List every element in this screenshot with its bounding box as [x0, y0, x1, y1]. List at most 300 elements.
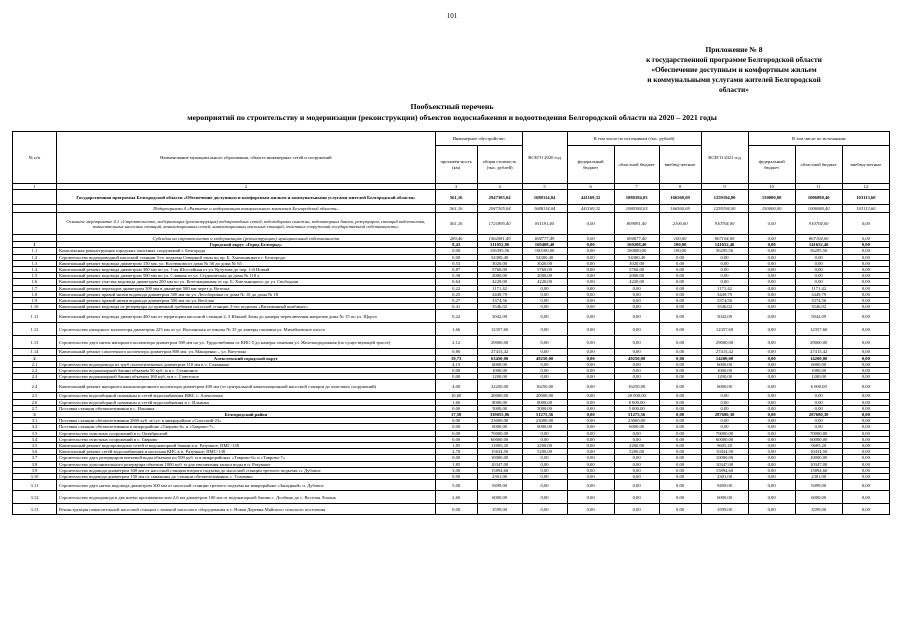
value-cell: 10347,00 [701, 461, 748, 467]
value-cell: 0,00 [795, 279, 842, 285]
row-number: 3.2 [13, 424, 57, 430]
value-cell: 51275,56 [614, 412, 659, 418]
value-cell: 5760,00 [522, 267, 567, 273]
value-cell: 169408,40 [522, 242, 567, 248]
table-row [13, 323, 890, 336]
object-name: Капитальный ремонт правой нитки водовода диаметром 500 мм по ул. Лесоборовка от дома № 10 до дома № 18 [56, 291, 435, 297]
value-cell: 0,00 [614, 298, 659, 304]
value-cell: 1006080,40 [795, 205, 842, 213]
value-cell: 0,00 [435, 430, 477, 436]
value-cell: 8 000,00 [614, 399, 659, 405]
value-cell: 0,00 [748, 355, 795, 361]
value-cell: 0,00 [659, 504, 701, 515]
value-cell: 0,38 [435, 273, 477, 279]
value-cell: 0,00 [748, 399, 795, 405]
value-cell: 1259194,00 [701, 205, 748, 213]
column-number: 1 [13, 184, 57, 190]
row-number: 1 [13, 242, 57, 248]
value-cell: 1200,00 [795, 374, 842, 380]
value-cell: 1000,00 [795, 368, 842, 374]
value-cell: 0,00 [567, 418, 614, 424]
value-cell: 0,00 [659, 298, 701, 304]
value-cell: 0,00 [748, 336, 795, 349]
value-cell: 0,00 [659, 260, 701, 266]
row-number: 3.7 [13, 455, 57, 461]
row-number [13, 190, 57, 205]
value-cell: 0,00 [522, 430, 567, 436]
value-cell: 10434,50 [701, 449, 748, 455]
value-cell: 0,00 [701, 273, 748, 279]
value-cell: 1562081,49 [477, 235, 522, 242]
value-cell: 0,00 [701, 405, 748, 411]
row-number: 1.4 [13, 267, 57, 273]
column-number: 4 [477, 184, 522, 190]
subprogram-row [13, 205, 890, 213]
value-cell: 100100,00 [522, 248, 567, 254]
value-cell: 6000,00 [795, 361, 842, 367]
value-cell: 0,00 [522, 291, 567, 297]
value-cell: 0,00 [748, 504, 795, 515]
value-cell: 3020,00 [522, 260, 567, 266]
value-cell: 0,00 [748, 474, 795, 480]
value-cell: 0,90 [435, 474, 477, 480]
value-cell: 0,00 [748, 310, 795, 323]
value-cell: 6000,00 [795, 491, 842, 504]
value-cell: 561,16 [435, 213, 477, 235]
value-cell: 3374,56 [701, 298, 748, 304]
title-line: Пообъектный перечень [410, 102, 494, 111]
value-cell: 0,00 [842, 291, 889, 297]
value-cell: 103113,60 [842, 190, 889, 205]
value-cell: 100,00 [659, 235, 701, 242]
object-name: Капитальный ремонт правой нитки водовода диаметром 500 мм по ул. Весёлая [56, 298, 435, 304]
value-cell: 0,00 [567, 349, 614, 355]
value-cell: 1006080,40 [795, 190, 842, 205]
value-cell: 10000,00 [701, 455, 748, 461]
column-number: 5 [522, 184, 567, 190]
header-engineering: Инженерное обустройство [435, 132, 522, 146]
value-cell: 12357,60 [701, 323, 748, 336]
value-cell: 0,00 [567, 291, 614, 297]
row-number: 3.6 [13, 449, 57, 455]
value-cell: 0,00 [435, 424, 477, 430]
column-number: 7 [614, 184, 659, 190]
value-cell: 311052,86 [477, 242, 522, 248]
header-cost: общая стоимость (тыс. рублей) [477, 146, 522, 184]
value-cell: 6000,00 [701, 491, 748, 504]
value-cell: 4,00 [435, 380, 477, 393]
value-cell: 14200,00 [701, 355, 748, 361]
value-cell: 0,00 [614, 461, 659, 467]
value-cell: 694677,40 [614, 235, 659, 242]
value-cell: 12357,60 [795, 323, 842, 336]
header-extra-2021: внебюд-жетные [842, 146, 889, 184]
row-number: 1.7 [13, 285, 57, 291]
value-cell: 166560,69 [659, 190, 701, 205]
column-number: 12 [842, 184, 889, 190]
value-cell: 4220,00 [477, 279, 522, 285]
value-cell: 0,00 [842, 393, 889, 399]
row-number: 2.4 [13, 380, 57, 393]
value-cell: 0,00 [659, 254, 701, 260]
value-cell: 0,00 [567, 254, 614, 260]
value-cell: 1000,00 [701, 368, 748, 374]
value-cell: 0,00 [659, 374, 701, 380]
value-cell: 0,00 [842, 213, 889, 235]
value-cell: 0,00 [842, 267, 889, 273]
value-cell: 0,00 [614, 336, 659, 349]
value-cell: 0,00 [842, 260, 889, 266]
value-cell: 0,00 [842, 467, 889, 473]
object-name: Городской округ «Город Белгород» [56, 242, 435, 248]
value-cell: 0,00 [842, 349, 889, 355]
value-cell: 2000,00 [477, 273, 522, 279]
value-cell: 0,00 [842, 285, 889, 291]
value-cell: 0,00 [748, 412, 795, 418]
row-number: 3.5 [13, 443, 57, 449]
value-cell: 0,00 [748, 285, 795, 291]
value-cell: 63450,00 [477, 355, 522, 361]
object-name: Поставка станции обезжелезивания в с. Ильинка [56, 405, 435, 411]
value-cell: 280,46 [435, 235, 477, 242]
value-cell: 3042,09 [477, 310, 522, 323]
row-number: 2.7 [13, 405, 57, 411]
value-cell: 1200,00 [701, 374, 748, 380]
value-cell: 0,00 [522, 361, 567, 367]
table-body [13, 190, 890, 515]
value-cell: 0,00 [567, 480, 614, 491]
value-cell: 0,00 [567, 260, 614, 266]
object-name: Строительство очистных сооружений в п. Октябрьский [56, 430, 435, 436]
row-number: 2.5 [13, 393, 57, 399]
value-cell: 0,00 [748, 374, 795, 380]
value-cell: 5042,09 [701, 310, 748, 323]
row-number: 2.3 [13, 374, 57, 380]
value-cell: 0,00 [748, 443, 795, 449]
row-number: 2 [13, 355, 57, 361]
value-cell: 0,00 [567, 436, 614, 442]
value-cell: 0,00 [795, 393, 842, 399]
row-number: 1.11 [13, 310, 57, 323]
value-cell: 23000,00 [614, 418, 659, 424]
object-name: Реконструкция повысительной насосной станции с заменой насосного оборудования в с. Новая Деревня Майского сельского поселения [56, 504, 435, 515]
value-cell: 6000,00 [477, 361, 522, 367]
value-cell: 0,00 [567, 285, 614, 291]
value-cell: 5000,00 [477, 405, 522, 411]
value-cell: 0,00 [659, 267, 701, 273]
value-cell: 0,00 [659, 336, 701, 349]
value-cell: 5200,00 [614, 449, 659, 455]
value-cell: 1171,42 [477, 285, 522, 291]
value-cell: 49250,00 [614, 355, 659, 361]
value-cell: 0,00 [659, 279, 701, 285]
row-number: 3.11 [13, 480, 57, 491]
object-name: Поставка станции обезжелезивания в микрорайоне «Таврово-6» и «Таврово-7» [56, 424, 435, 430]
value-cell: 27415,42 [477, 349, 522, 355]
column-number: 2 [56, 184, 435, 190]
value-cell: 2,78 [435, 449, 477, 455]
value-cell: 0,00 [748, 248, 795, 254]
value-cell: 3599,00 [795, 504, 842, 515]
value-cell: 29000,00 [701, 336, 748, 349]
object-name: Строительство водонапорной башни объемом 160 куб. м в с. Советское [56, 374, 435, 380]
table-row [13, 480, 890, 491]
value-cell: 10000,00 [477, 455, 522, 461]
value-cell: 0,00 [659, 323, 701, 336]
value-cell: 2100,00 [659, 213, 701, 235]
value-cell: 56295,56 [795, 248, 842, 254]
value-cell: 0,00 [842, 304, 889, 310]
value-cell: 0,00 [795, 405, 842, 411]
value-cell: 23000,00 [477, 418, 522, 424]
value-cell: 561,16 [435, 190, 477, 205]
table-row [13, 504, 890, 515]
value-cell: 0,00 [748, 235, 795, 242]
value-cell: 0,00 [435, 405, 477, 411]
value-cell: 29000,00 [795, 336, 842, 349]
value-cell: 0,00 [795, 273, 842, 279]
value-cell: 0,00 [842, 399, 889, 405]
value-cell: 0,00 [567, 235, 614, 242]
value-cell: 0,00 [522, 368, 567, 374]
object-name: Строительство водовода диаметром 150 мм от скважины до станции обезжелезивания, с. Головино [56, 474, 435, 480]
value-cell: 0,00 [795, 254, 842, 260]
value-cell: 0,00 [795, 399, 842, 405]
value-cell: 54300,40 [477, 254, 522, 260]
value-cell: 5 000,00 [614, 405, 659, 411]
value-cell: 0,00 [567, 504, 614, 515]
value-cell: 2301,00 [701, 474, 748, 480]
header-federal-2021: федеральный бюджет [748, 146, 795, 184]
value-cell: 3374,56 [477, 298, 522, 304]
value-cell: 0,00 [567, 355, 614, 361]
value-cell: 0,00 [522, 461, 567, 467]
value-cell: 15894,60 [477, 467, 522, 473]
value-cell: 0,00 [567, 304, 614, 310]
row-number: 1.14 [13, 349, 57, 355]
value-cell: 0,00 [748, 449, 795, 455]
objects-table [12, 131, 890, 515]
value-cell: 0,00 [435, 436, 477, 442]
value-cell: 0,00 [567, 298, 614, 304]
value-cell: 0,00 [614, 310, 659, 323]
value-cell: 0,00 [614, 480, 659, 491]
value-cell: 103113,60 [842, 205, 889, 213]
object-name: Строительство напорного коллектора диаметром 225 мм от ул. Волчанская от школы № 35 до камеры гашения ул. Михайловское шоссе [56, 323, 435, 336]
value-cell: 2000,00 [522, 273, 567, 279]
value-cell: 0,00 [748, 380, 795, 393]
value-cell: 3599,00 [701, 504, 748, 515]
value-cell: 0,00 [748, 213, 795, 235]
value-cell: 0,64 [435, 279, 477, 285]
value-cell: 0,00 [842, 480, 889, 491]
value-cell: 910704,00 [701, 213, 748, 235]
object-name: Строительство двух резервуаров питьевой воды объемом по 500 куб. м в микрорайонах «Таврово-6» и «Таврово-7» [56, 455, 435, 461]
value-cell: 10434,50 [795, 449, 842, 455]
value-cell: 0,00 [659, 273, 701, 279]
value-cell: 0,00 [522, 349, 567, 355]
value-cell: 0,00 [842, 418, 889, 424]
value-cell: 1200,00 [477, 374, 522, 380]
value-cell: 70000,00 [477, 430, 522, 436]
value-cell: 0,00 [701, 418, 748, 424]
row-number: 1.5 [13, 273, 57, 279]
value-cell: 0,25 [435, 291, 477, 297]
value-cell: 54300,40 [614, 254, 659, 260]
value-cell: 3,00 [435, 467, 477, 473]
value-cell: 0,00 [748, 436, 795, 442]
value-cell: 0,00 [614, 467, 659, 473]
value-cell: 10000,00 [795, 455, 842, 461]
value-cell: 0,00 [614, 491, 659, 504]
value-cell: 150000,00 [748, 205, 795, 213]
header-total-2021: ВСЕГО 2021 год [701, 132, 748, 184]
value-cell: 156395,56 [477, 248, 522, 254]
header-extra-2020: внебюд-жетные [659, 146, 701, 184]
value-cell: 0,00 [842, 430, 889, 436]
object-name: Основное мероприятие 4.1 «Строительство, модернизация (реконструкция) водопроводных сетей, водозаборных скважин, водонапорных башен, резервуаров, станций водоочистки, повысительных насосных станций, канализационных сетей, канализационных насосных станций, очистных сооружений государственной собственности» [56, 213, 435, 235]
column-number: 6 [567, 184, 614, 190]
value-cell: 0,00 [567, 242, 614, 248]
value-cell: 60000,00 [701, 436, 748, 442]
value-cell: 3546,02 [795, 304, 842, 310]
value-cell: 0,27 [435, 298, 477, 304]
value-cell: 3020,00 [477, 260, 522, 266]
value-cell: 29000,00 [477, 336, 522, 349]
header-length: протяжён-ность (км) [435, 146, 477, 184]
value-cell: 1,85 [435, 443, 477, 449]
value-cell: 6 000,00 [795, 380, 842, 393]
value-cell: 0,00 [522, 436, 567, 442]
value-cell: 0,00 [522, 504, 567, 515]
row-number: 3 [13, 412, 57, 418]
value-cell: 9499,00 [701, 480, 748, 491]
value-cell: 0,22 [435, 310, 477, 323]
value-cell: 0,00 [842, 405, 889, 411]
header-num: № п/п [13, 132, 57, 184]
value-cell: 0,00 [842, 380, 889, 393]
value-cell: 0,00 [659, 455, 701, 461]
value-cell: 0,00 [567, 405, 614, 411]
value-cell: 0,00 [522, 285, 567, 291]
value-cell: 0,00 [614, 349, 659, 355]
value-cell: 0,00 [701, 399, 748, 405]
object-name: Государственная программа Белгородской области «Обеспечение доступным и комфортным жильем и коммунальными услугами жителей Белгородской области» [56, 190, 435, 205]
value-cell: 0,00 [701, 254, 748, 260]
value-cell: 0,00 [659, 405, 701, 411]
value-cell: 70000,00 [795, 430, 842, 436]
header-regional-2020: областной бюджет [614, 146, 659, 184]
header-name: Наименование муниципального образования, объекта инженерных сетей и сооружений [56, 132, 435, 184]
row-number: 1.2 [13, 254, 57, 260]
row-number: 1.1 [13, 248, 57, 254]
value-cell: 0,00 [659, 304, 701, 310]
value-cell: 0,00 [614, 474, 659, 480]
value-cell: 0,00 [748, 361, 795, 367]
table-row [13, 380, 890, 393]
value-cell: 0,00 [842, 242, 889, 248]
value-cell: 9499,00 [477, 480, 522, 491]
object-name: Капитальный ремонт переходов диаметром 300 мм в диаметре 500 мм через р. Везелка [56, 285, 435, 291]
object-name: Поставка станции обезжелезивания 2800 куб. м/сут. в микрорайоне «Спасский-23» [56, 418, 435, 424]
value-cell: 339055,86 [477, 412, 522, 418]
value-cell: 0,00 [435, 374, 477, 380]
value-cell: 3020,00 [614, 260, 659, 266]
value-cell: 0,00 [567, 424, 614, 430]
value-cell: 2,12 [435, 336, 477, 349]
value-cell: 0,00 [842, 273, 889, 279]
value-cell: 0,00 [701, 393, 748, 399]
value-cell: 0,22 [435, 285, 477, 291]
object-name: Субсидии на строительство и модернизацию (реконструкцию) муниципальной собственности [56, 235, 435, 242]
value-cell: 5760,00 [614, 267, 659, 273]
value-cell: 0,00 [795, 424, 842, 430]
value-cell: 0,00 [842, 323, 889, 336]
table-row [13, 336, 890, 349]
value-cell: 6000,00 [522, 424, 567, 430]
value-cell: 1721895,40 [477, 213, 522, 235]
value-cell: 0,00 [522, 298, 567, 304]
row-number: 1.13 [13, 336, 57, 349]
column-number: 8 [659, 184, 701, 190]
value-cell: 0,00 [795, 260, 842, 266]
value-cell: 0,00 [659, 430, 701, 436]
value-cell: 5760,00 [477, 267, 522, 273]
value-cell: 0,00 [748, 418, 795, 424]
value-cell: 0,00 [748, 242, 795, 248]
value-cell: 10347,00 [795, 461, 842, 467]
value-cell: 6000,00 [701, 361, 748, 367]
value-cell: 0,00 [567, 213, 614, 235]
value-cell: 0,00 [748, 323, 795, 336]
value-cell: 0,00 [614, 285, 659, 291]
value-cell: 0,00 [567, 361, 614, 367]
object-name: Строительство дополнительного резервуара объемом 1000 куб. м для увеличения запаса воды в п. Разумное [56, 461, 435, 467]
value-cell: 0,00 [842, 355, 889, 361]
row-number: 3.12 [13, 491, 57, 504]
value-cell: 0,00 [659, 424, 701, 430]
value-cell: 0,00 [748, 279, 795, 285]
row-number: 3.9 [13, 467, 57, 473]
value-cell: 0,00 [567, 368, 614, 374]
value-cell: 0,00 [659, 380, 701, 393]
row-number: 3.10 [13, 474, 57, 480]
title-line: мероприятий по строительству и модернизации (реконструкции) объектов водоснабжения и водоотведения Белгородской области на 2020 – 2021 годы [187, 113, 717, 122]
value-cell: 19,73 [435, 355, 477, 361]
value-cell: 8000,00 [522, 399, 567, 405]
object-name: Строительство водозаборной скважины и сетей водоснабжения ИЖС с. Алексеевка [56, 393, 435, 399]
value-cell: 0,00 [567, 336, 614, 349]
object-name: Строительство водозаборной скважины и сетей водоснабжения в с. Ильинка [56, 399, 435, 405]
value-cell: 0,00 [659, 443, 701, 449]
value-cell: 0,00 [659, 412, 701, 418]
value-cell: 0,00 [659, 399, 701, 405]
value-cell: 0,00 [567, 491, 614, 504]
value-cell: 5042,09 [795, 310, 842, 323]
value-cell: 1080384,03 [614, 205, 659, 213]
value-cell: 867104,00 [701, 235, 748, 242]
value-cell: 0,00 [659, 368, 701, 374]
object-name: Строительство очистных сооружений в с. Таврово [56, 436, 435, 442]
value-cell: 17,58 [435, 412, 477, 418]
value-cell: 150000,00 [748, 190, 795, 205]
value-cell: 4220,00 [614, 279, 659, 285]
value-cell: 2000,00 [614, 273, 659, 279]
column-number: 10 [748, 184, 795, 190]
value-cell: 0,00 [659, 480, 701, 491]
value-cell: 0,00 [522, 467, 567, 473]
value-cell: 4220,00 [522, 279, 567, 285]
